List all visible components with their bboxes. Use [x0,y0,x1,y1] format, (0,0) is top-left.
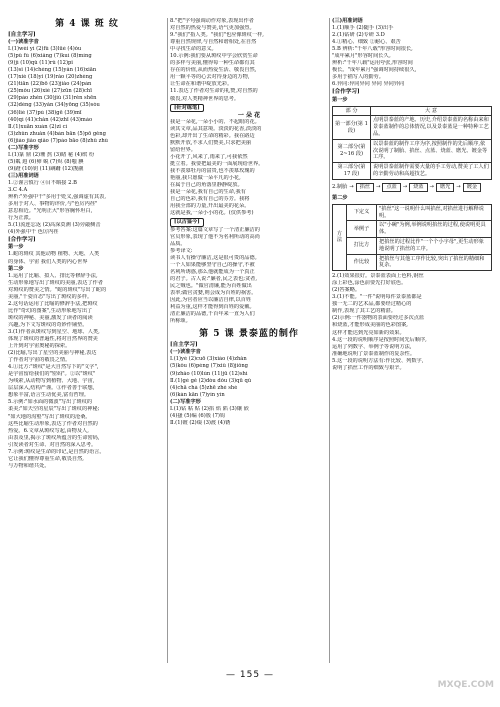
text-line: 这就是我,一朵小小的花。(仅供参考) [170,210,254,217]
column-left [8,18,166,470]
text-line: 3.C 4.A [8,187,28,194]
text-line: 引发读者对生命、对自然的深入思考。 [8,441,97,448]
text-line: 色彩,却开出了生命的精彩。我在路边 [170,132,255,139]
text-line: 2.这句话运用了比喻的修辞手法,把斑纹 [8,300,98,307]
text-line: (13)sǐ (14)chéng (15)yǎn (16)xiān [8,67,97,74]
text-line: 由表及里,揭示了斑纹所蕴含的生命密码, [8,434,100,441]
method-explanation-cell: 把掐丝的过程比作"一个个小字母",更生动形象地说明了掐丝的工序。 [377,237,492,254]
character-shape-list-lesson5 [170,406,328,427]
text-line: 清正廉洁的品德,千百年来一直为人们 [170,311,255,318]
column-divider-2 [329,18,330,663]
lesson-4-title: 第 4 课 斑 纹 [55,19,119,29]
text-line: 读其文章,品其意境。淡淡的花香,淡淡的 [170,125,262,132]
text-line: 默默开放,不求人们赞美,只求把美丽 [170,139,252,146]
text-line: 的君子。古人说:"廉者,民之表也;贪者, [170,276,257,282]
text-line: Ⅰ.(1)钻 粘 贴 (2)掐 焰 陷 (3)镶 嵌 [170,405,249,412]
table-header-summary: 大 意 [371,106,492,116]
text-line: 1.蛇的斑纹 其他动物 植物、大地、人类 [8,251,100,258]
text-line: 1.运用了比喻、拟人、排比等修辞手法, [8,272,98,279]
text-line: 1.(1)顺手 (2)随手 (3)出手 [332,25,394,32]
writing-practice-heading: [针对练笔] [170,104,204,112]
text-line: 1.②谨言慎行 ④目不暇接 2.B [8,179,77,186]
pronunciation-list-lesson5 [170,356,328,398]
step-two-answers-lesson5 [332,273,492,372]
flow-step: 烧蓝 [409,183,427,192]
table-row [333,163,492,180]
method-table [332,204,492,271]
text-line: 独一无二的艺术品,都要经过精心的 [332,301,412,308]
text-line: 制作,表现了其工艺的精湛。 [332,308,396,315]
text-line: 因此,为官者应当以廉洁自律,以百姓 [170,297,252,304]
text-line: 存在的价值,从而热爱生活、敬畏自然, [170,67,257,74]
essay-title: 一 朵 花 [237,111,261,119]
text-line: 的多样与美丽,懂得每一种生命都有其 [170,60,255,67]
text-line: 意思相近。"光明正大"形容胸怀坦白, [8,208,93,215]
method-explanation-cell: "掐丝"这一说明什么叫掐丝,对掐丝进行解释说明。 [377,204,492,221]
text-line: 是宇宙留给我们的"密码"。②以"斑纹" [8,371,96,378]
table-row [333,204,492,221]
text-line: (4)chā chà (5)zhē zhé shé [170,384,238,391]
flow-step: 掐丝 [356,183,374,192]
text-line: 让生命在和谐中绽放光彩。 [170,81,233,88]
text-line: 9."我们"指人类。"我们"也应像斑纹一样, [170,32,264,39]
method-side-label: 方法 [333,204,347,270]
pronunciation-list [8,46,166,124]
flow-step: 磨光 [436,183,454,192]
arrow-right-icon: → [456,183,461,190]
text-line: 运用了列数字、举例子等说明方法, [332,343,412,350]
text-line: (6)kàn kān (7)yín yín [170,391,225,398]
method-name-cell: 作比较 [347,254,377,271]
text-line: 10.示例:我们要从斑纹中学会欣赏生命 [170,53,258,60]
text-line: 8."把"字句强调动作对象,表现出作者 [170,18,254,24]
text-line: 层层深入,结构严谨。③作者善于联想, [8,385,95,392]
text-line: 斑纹的神秘、美丽,激发了读者的阅读 [8,314,93,321]
arrow-right-icon: → [429,183,434,190]
text-line: 用我全部的力量,开出最美的花朵。 [170,203,250,210]
text-line: 官员形象,表现了他不为名利所动的高尚 [170,233,260,240]
text-line: 和烧蓝,才能形成美丽的色彩图案, [332,322,408,329]
text-line: (17)xiè (18)yǐ (19)rǎo (20)zhèng [8,74,93,81]
arrow-right-icon: → [402,183,408,190]
text-line: 我不羡慕牡丹的富贵,也不羡慕玫瑰的 [170,168,255,175]
text-line: (5)pǔ fù (6)xiǎng (7)kuí (8)míng [8,53,92,60]
structure-table [332,106,492,180]
text-line: 敬畏,对人类精神世界的思考。 [170,95,240,102]
text-line: Ⅰ.(1)篆 鼎 (2)珊 熬 (3)睹 秘 (4)缤 纷 [8,151,95,158]
pronunciation-heading: (一)读准字音 [8,39,39,46]
text-line: 多用于描写人的勤劳。 [332,74,384,81]
text-line: 的身体、宇宙 我们人类的内心世界 [8,258,88,265]
text-line: (2)示例:一件器物的表面要经过多次点蓝 [332,315,425,322]
self-study-heading-2: [自主学习] [170,342,198,349]
step-one-answers [8,251,166,265]
structure-table-body [333,116,492,179]
lesson-5-title: 第 5 课 景泰蓝的制作 [199,329,299,340]
text-line: 自己的色彩,我有自己的芬芳。我将 [170,196,250,203]
pronunciation-list-2 [8,124,166,145]
cooperative-study-heading: [合作学习] [8,237,36,244]
flow-step: 点蓝 [382,183,400,192]
text-line: 7.示例:斑纹是生命的印记,是自然的语言。 [8,448,105,455]
text-line: 2.(1)效果很好。景泰蓝表面上色料,钢丝 [332,273,424,280]
text-line: 4.①比方:"斑纹"是大自然写下的"文字", [8,364,99,371]
text-line: (4)外强中干 色厉内荏 [8,229,59,236]
text-line: (25)mǒu (26)xié (27)zūn (28)chī [8,88,92,95]
flow-label: 2.制胎 [332,183,348,190]
table-cell-part: 第一部分(第 1 段) [333,116,371,139]
table-row [333,116,492,139]
text-line: 利益为重,这样才能得到百姓的爱戴。 [170,304,255,311]
method-explanation-cell: 以"小碗"为例,举例说明掐丝的过程,使说明更具体。 [377,221,492,238]
text-line: (5)kǒu (6)péng (7)xiǔ (8)jiǒng [170,363,248,370]
text-line: 5.B 辨析:"千年八载"形容时间很长, [332,46,413,53]
text-line: (9)jì (10)qǔ (11)rǔ (12)pǐ [8,60,73,67]
text-line: (5)粼 遐 (6)卵 蜕 (7)烬 (8)嗤 腆 [8,158,84,165]
step-two-heading: 第二步 [8,265,24,272]
table-row [333,139,492,162]
character-shape-heading-2: (二)写准字形 [170,398,201,405]
arrow-right-icon: → [376,183,381,190]
text-line: (32)dèng (33)yǎn (34)yōng (35)sòu [8,102,100,109]
text-line: 上升到对宇宙奥秘的探索。 [8,343,71,350]
page-number: — 155 — [226,670,274,680]
text-line: 对斑纹的赞美之情。"蛇的斑纹"写出了蛇的 [8,286,107,293]
text-line: 一个人如果能够坚守自己的操守,不被 [170,261,255,268]
text-line: (9)zhǎo (10)lún (11)jū (12)shì [170,370,248,377]
table-row [333,254,492,271]
column-middle [170,18,328,427]
text-line: 与万物和谐共处。 [8,462,50,469]
text-line: 体现了斑纹的普遍性,将对自然界的赞美 [8,336,98,343]
text-line: 我是一朵花,一朵小小的、不起眼的花。 [170,118,260,125]
text-line: (9)蹬 (10)钥 (11)蹒跚 (12)觊觎 [8,165,84,172]
self-study-heading: [自主学习] [8,32,36,38]
method-name-cell: 打比方 [347,237,377,254]
text-line: 民之贼也。"做官清廉,能为百姓做出 [170,283,252,290]
text-line: 辨析:"千年八载"运用夸张,形容时间 [332,60,413,67]
text-line: 想象丰富,语言生动优美,富有哲理。 [8,392,90,399]
text-line: 所称颂。 [170,318,191,325]
essay-body [170,119,328,218]
text-line: 6.异同:异同异同 异同 异同异同 [332,81,405,88]
text-line: 兴趣,为下文写斑纹的奇妙作铺垫。 [8,321,88,328]
method-name-cell: 下定义 [347,204,377,221]
table-row [333,237,492,254]
text-line: 艳丽,我只愿做一朵平凡的小花, [170,175,241,182]
text-line: 11.表达了作者对生命的礼赞,对自然的 [170,88,258,95]
text-line: 挺立着。我要把最美的一面展现给世界。 [170,161,264,168]
table-cell-summary: 说明景泰蓝制作需要大量的手工劳动,赞美了工人们的辛勤劳动和高超技艺。 [371,163,492,180]
text-line: 热爱。6.文章从斑纹写起,由物及人, [8,427,89,434]
text-line: 表率;做官贪婪,则会成为百姓的祸害。 [170,290,257,297]
text-line: 行为正派。 [8,215,34,222]
pronunciation-heading-2: (一)读准字音 [170,349,201,356]
text-line: 为线索,从动物写到植物、大地、宇宙, [8,378,95,385]
text-line: 4.这一段的说明顺序是按照时间先后顺序, [332,336,427,343]
character-shape-list [8,152,166,173]
column-divider-1 [167,18,168,663]
text-line: 参考答案:这篇文章写了一个清正廉洁的 [170,226,260,233]
text-line: (3)zhǔn zhuǎn (4)bàn bān (5)pō gěng [8,130,106,137]
text-line: Ⅱ.(1)gè gě (2)dòu dǒu (3)qū qǔ [170,377,252,384]
text-line: 极长。"成年累月"强调时间持续很久, [332,67,417,74]
text-line: 读书人有操守廉洁,这是很可贵的品德。 [170,254,260,261]
text-line: Ⅱ.(1)xuān xuàn (2)zǐ cì [8,123,68,130]
text-line: 中寻找生命的意义。 [170,46,217,53]
text-line: "成年累月"形容时间长久。 [332,53,394,60]
text-line: 柔美;"如天空的星辰"写出了斑纹的神秘; [8,406,100,413]
text-line: 在属于自己的角落里静静绽放。 [170,182,243,189]
text-line: 5.示例:"如水面的微波"写出了斑纹的 [8,399,93,406]
text-line: 比作"奇幻的图案",生动形象地写出了 [8,307,93,314]
table-cell-summary: 以景泰蓝的制作工序为序,按照制作的先后顺序,依次说明了制胎、掐丝、点蓝、烧蓝、磨光、镀金等工序。 [371,139,492,162]
text-line: (36)liè (37)pú (38)gē (39)mī [8,109,82,116]
text-line: (6)jiào jiǎo qiǎo (7)páo bāo (8)zhǔ zhù [8,137,109,144]
method-name-cell: 举例子 [347,221,377,238]
flow-step: 镀金 [463,183,481,192]
step-one-heading: 第一步 [8,244,24,251]
text-line: 尊重自然规律,与自然和谐相处,在自然 [170,39,257,46]
continued-answers [170,18,328,103]
column-right [332,18,492,372]
text-line: 5.这一段的说明方法有:作比较、列数字, [332,357,424,364]
text-line: 对自然的热爱与赞美,语气更加强烈。 [170,25,255,32]
text-line: 小花开了,风来了,雨来了,可我依然 [170,154,248,161]
text-line: 生动形象地写出了斑纹的美丽,表达了作者 [8,279,104,286]
word-usage-list [8,180,166,236]
character-shape-heading: (二)写准字形 [8,144,39,151]
text-line: (2)比喻,写出了星空的美丽与神秘,表达 [8,350,97,357]
ancient-text-answers [170,227,328,326]
text-line: (29)páo zhěn (30)jiǔ (31)rěn shēn [8,95,97,102]
word-usage-heading-3: (三)用准词语 [332,18,363,24]
arrow-right-icon: → [349,183,354,190]
text-line: 品质。 [170,240,186,247]
text-line: 涂上彩色,涂色前要先打好底色。 [332,280,407,287]
text-line: 它让我们懂得尊重生命,敬畏自然, [8,455,84,462]
text-line: 留给世界。 [170,147,196,153]
text-line: 用一颗平等的心去对待身边的万物, [170,74,250,81]
word-usage-list-lesson5 [332,25,492,88]
text-line: 这些比喻生动形象,表达了作者对自然的 [8,420,98,427]
text-line: 说明了掐丝工作的细致与艰辛。 [332,364,405,371]
text-line: 参考译文: [170,247,193,254]
step-two-answers [8,273,166,470]
text-line: 3.(1)作者从斑纹写到星空、地球、人类, [8,328,100,335]
table-row [333,221,492,238]
text-line: 辨析:"外强中干"多用于贬义,强调虚有其表, [8,194,107,201]
text-line: 准确地说明了景泰蓝制作的复杂性。 [332,350,416,357]
watermark-logo: MXQE.COM [437,680,494,690]
text-line: Ⅰ.(1)wèi yí (2)fǔ (3)lüè (4)ǒu [8,46,82,53]
text-line: "如大地的沟壑"写出了斑纹的沧桑。 [8,413,91,420]
ancient-text-heading: [以古鉴今] [170,218,204,226]
text-line: (2)答案略。 [332,287,361,294]
step-two-heading-2: 第二步 [332,194,348,201]
process-flow [332,183,492,192]
word-usage-heading: (三)用准词语 [8,172,39,179]
flow-steps [349,183,481,192]
method-explanation-cell: 把掐丝与其他工序作比较,突出了掐丝的精细和复杂。 [377,254,492,271]
table-header-part: 部 分 [333,106,371,116]
text-line: (21)tiān (22)bō (23)jiǎo (24)pán [8,81,92,88]
text-line: 这样才能达到光亮如新的效果。 [332,329,405,336]
text-line: 4.①精心、细致 ②耐心、艰苦 [332,39,401,46]
text-line: 名利所诱惑,那么他就能成为一个真正 [170,268,255,275]
text-line: (4)搔 (5)编 (6)簇 (7)钩 [170,412,226,419]
text-line: 多用于对人、事物的评价,与"色厉内荏" [8,201,98,208]
table-cell-part: 第二部分(第 2~16 段) [333,139,371,162]
text-line: 了作者对宇宙的敬畏之情。 [8,357,71,364]
text-line: 5.(1)流连忘返 (2)高深莫测 (3)旁敲侧击 [8,222,101,229]
text-line: (40)qí (41)chǎn (42)zhī (43)máo [8,116,93,123]
text-line: Ⅱ.(1)镀 (2)缀 (3)渡 (4)锈 [170,419,231,426]
text-line: 2.(1)钻研 (2)专研 3.D [332,32,385,39]
text-line: Ⅰ.(1)yè (2)cuō (3)xiào (4)zhǎn [170,356,247,363]
table-cell-part: 第三部分(第 17 段) [333,163,371,180]
text-line: 我是一朵花,我有自己的生命,我有 [170,189,246,196]
table-cell-summary: 点明景泰蓝的产地、历史,介绍景泰蓝的名称由来和景泰蓝制作的总体情况,以及景泰蓝是一种特种工艺品。 [371,116,492,139]
method-table-body [333,204,492,270]
text-line: 3.(1)不能。"一件"说明每件景泰蓝都是 [332,294,422,301]
text-line: 美丽,"千姿百态"写出了斑纹的多样。 [8,293,93,300]
step-one-heading-2: 第一步 [332,96,348,103]
cooperative-study-heading-2: [合作学习] [332,89,360,96]
